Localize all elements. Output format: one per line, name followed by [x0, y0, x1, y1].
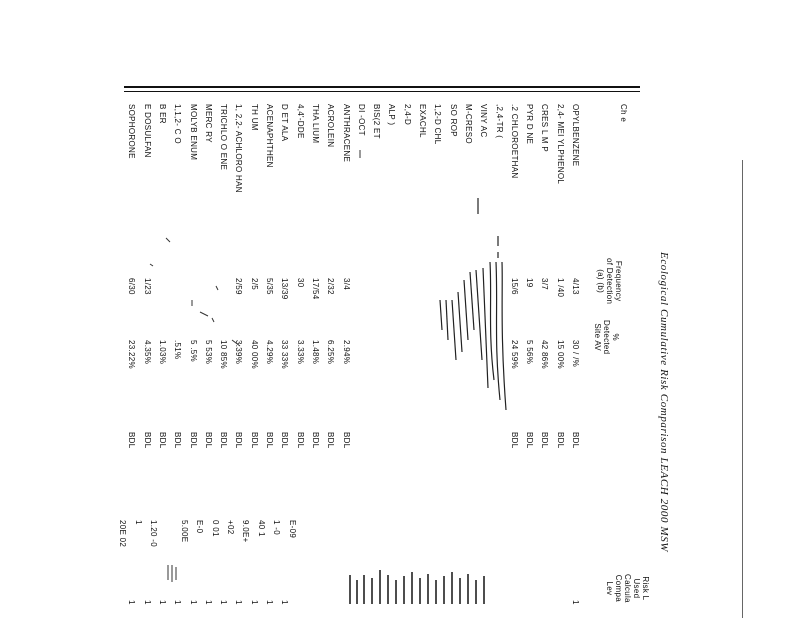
detection-level: BDL	[555, 432, 565, 449]
risk-value: 9.0E+	[241, 520, 250, 543]
percent-detected: 30 / /%	[571, 340, 580, 368]
percent-detected: 15 00%	[555, 340, 565, 369]
chemical-name: THA LIUM	[310, 104, 320, 144]
detection-level: BDL	[203, 432, 213, 449]
detection-level: BDL	[157, 432, 167, 449]
detection-level: BDL	[219, 432, 229, 449]
frequency-of-detection: 2/32	[326, 278, 336, 295]
percent-detected: 42 86%	[540, 340, 550, 369]
frequency-of-detection: 6/30	[127, 278, 137, 295]
chemical-name: EXACHL	[418, 104, 427, 138]
detection-level: BDL	[525, 432, 535, 449]
percent-detected: 1.03%	[157, 340, 167, 365]
chemical-name: OPYLBENZENE	[571, 104, 580, 167]
chemical-name: B ER	[157, 104, 167, 124]
detection-level: BDL	[127, 432, 137, 449]
detection-level: BDL	[326, 432, 336, 449]
percent-detected: 23.22%	[127, 340, 137, 369]
chemical-name: E DOSULFAN	[142, 104, 152, 158]
chemical-name: 2,4- MEI YLPHENOL	[555, 104, 565, 185]
detection-level: BDL	[540, 432, 550, 449]
risk-value: 1 -0	[272, 520, 281, 535]
percent-detected: 5 56%	[525, 340, 535, 365]
risk-flag: 1	[188, 600, 198, 605]
chemical-name: 2,4-D	[402, 104, 412, 126]
risk-flag: 1	[203, 600, 213, 605]
risk-flag: 1	[265, 600, 274, 605]
detection-level: BDL	[265, 432, 274, 449]
chemical-name: MOLYB ENUM	[188, 104, 198, 161]
detection-level: BDL	[280, 432, 290, 449]
frequency-of-detection: 5/35	[265, 278, 274, 295]
risk-value: 20E 02	[118, 520, 127, 548]
percent-detected: 4.29%	[265, 340, 274, 365]
frequency-of-detection: 3/7	[540, 278, 550, 291]
chemical-name: 1, 2,2- ACHLORO HAN	[234, 104, 244, 193]
document-title: Ecological Cumulative Risk Comparison LEACH 2000 MSW	[658, 252, 670, 553]
chemical-name: ANTHRACENE	[341, 104, 351, 163]
risk-value: E-0	[195, 520, 204, 534]
frequency-of-detection: 13/39	[280, 278, 290, 300]
frequency-of-detection: 1/23	[142, 278, 152, 295]
chemical-column-header: Ch e	[619, 104, 628, 123]
chemical-name: CRES L M P	[540, 104, 550, 153]
frequency-of-detection: 1 /40	[555, 278, 565, 298]
risk-flag: 1	[173, 600, 183, 605]
risk-value: E-09	[288, 520, 297, 539]
chemical-name: 1,2-D CHL	[433, 104, 443, 145]
detection-level: BDL	[509, 432, 519, 449]
risk-flag: 1	[571, 600, 580, 605]
risk-value: 0 01	[211, 520, 220, 537]
percent-detected: 24 59%	[509, 340, 519, 369]
detection-level: BDL	[249, 432, 259, 449]
risk-flag: 1	[219, 600, 229, 605]
frequency-of-detection: 2/5	[249, 278, 259, 291]
percent-detected: 6.25%	[326, 340, 336, 365]
chemical-name: DI -OCT	[356, 104, 366, 136]
percent-detected: 1.48%	[310, 340, 320, 365]
chemical-name: ACENAPHTHEN	[265, 104, 274, 168]
chemical-name: SOPHORONE	[127, 104, 137, 159]
chemical-name: .2 CHLOROETHAN	[509, 104, 519, 179]
chemical-name: ACROLEIN	[326, 104, 336, 148]
frequency-of-detection: 2/59	[234, 278, 244, 295]
percent-detected: 5 53%	[203, 340, 213, 365]
chemical-name: M-CRESO	[463, 104, 473, 144]
risk-value: 5.00E	[180, 520, 189, 543]
chemical-name: PYR D NE	[525, 104, 535, 145]
detection-level: BDL	[173, 432, 183, 449]
detection-level: BDL	[234, 432, 244, 449]
percent-detected: 10 85%	[219, 340, 229, 369]
percent-detected-column-header: % Detected Site AV	[593, 320, 620, 355]
risk-flag: 1	[127, 600, 137, 605]
risk-value: 1.20 -0	[149, 520, 158, 548]
chemical-name: 4,4'-DDE	[295, 104, 305, 139]
risk-flag: 1	[234, 600, 244, 605]
percent-detected: 2.94%	[341, 340, 351, 365]
detection-level: BDL	[310, 432, 320, 449]
chemical-name: ,2,4-TR (	[494, 104, 504, 139]
chemical-name: D ET ALA	[280, 104, 290, 142]
detection-level: BDL	[188, 432, 198, 449]
frequency-column-header: Frequency of Detection (a) (b)	[596, 258, 623, 305]
frequency-of-detection: 15/6	[509, 278, 519, 295]
risk-flag: 1	[157, 600, 167, 605]
frequency-of-detection: 19	[525, 278, 535, 288]
chemical-name: TH UM	[249, 104, 259, 131]
chemical-name: 1,1,2- C O	[173, 104, 183, 144]
percent-detected: 33 33%	[280, 340, 290, 369]
detection-level: BDL	[295, 432, 305, 449]
frequency-of-detection: 4/13	[571, 278, 580, 295]
percent-detected: 3.39%	[234, 340, 244, 365]
risk-value: 1	[134, 520, 143, 525]
risk-level-column-header: Risk L Used Calcula Compa Lev	[605, 574, 650, 603]
detection-level: BDL	[571, 432, 580, 449]
frequency-of-detection: 17/54	[310, 278, 320, 300]
percent-detected: 4.35%	[142, 340, 152, 365]
percent-detected: 3.33%	[295, 340, 305, 365]
frequency-of-detection: 3/4	[341, 278, 351, 291]
risk-flag: 1	[280, 600, 290, 605]
chemical-name: BIS(2 ET	[372, 104, 382, 139]
risk-flag: 1	[142, 600, 152, 605]
chemical-name: TRICHLO O ENE	[219, 104, 229, 171]
percent-detected: .51%	[173, 340, 183, 360]
percent-detected: 5 .5%	[188, 340, 198, 362]
chemical-name: MERC RY	[203, 104, 213, 143]
frequency-of-detection: 30	[295, 278, 305, 288]
risk-value: +02	[226, 520, 235, 535]
chemical-name: ALP )	[387, 104, 397, 126]
risk-flag: 1	[249, 600, 259, 605]
percent-detected: 40 00%	[249, 340, 259, 369]
chemical-name: VINY AC	[479, 104, 489, 138]
detection-level: BDL	[341, 432, 351, 449]
risk-value: 40 1	[257, 520, 266, 537]
detection-level: BDL	[142, 432, 152, 449]
chemical-name: SO ROP	[448, 104, 458, 137]
